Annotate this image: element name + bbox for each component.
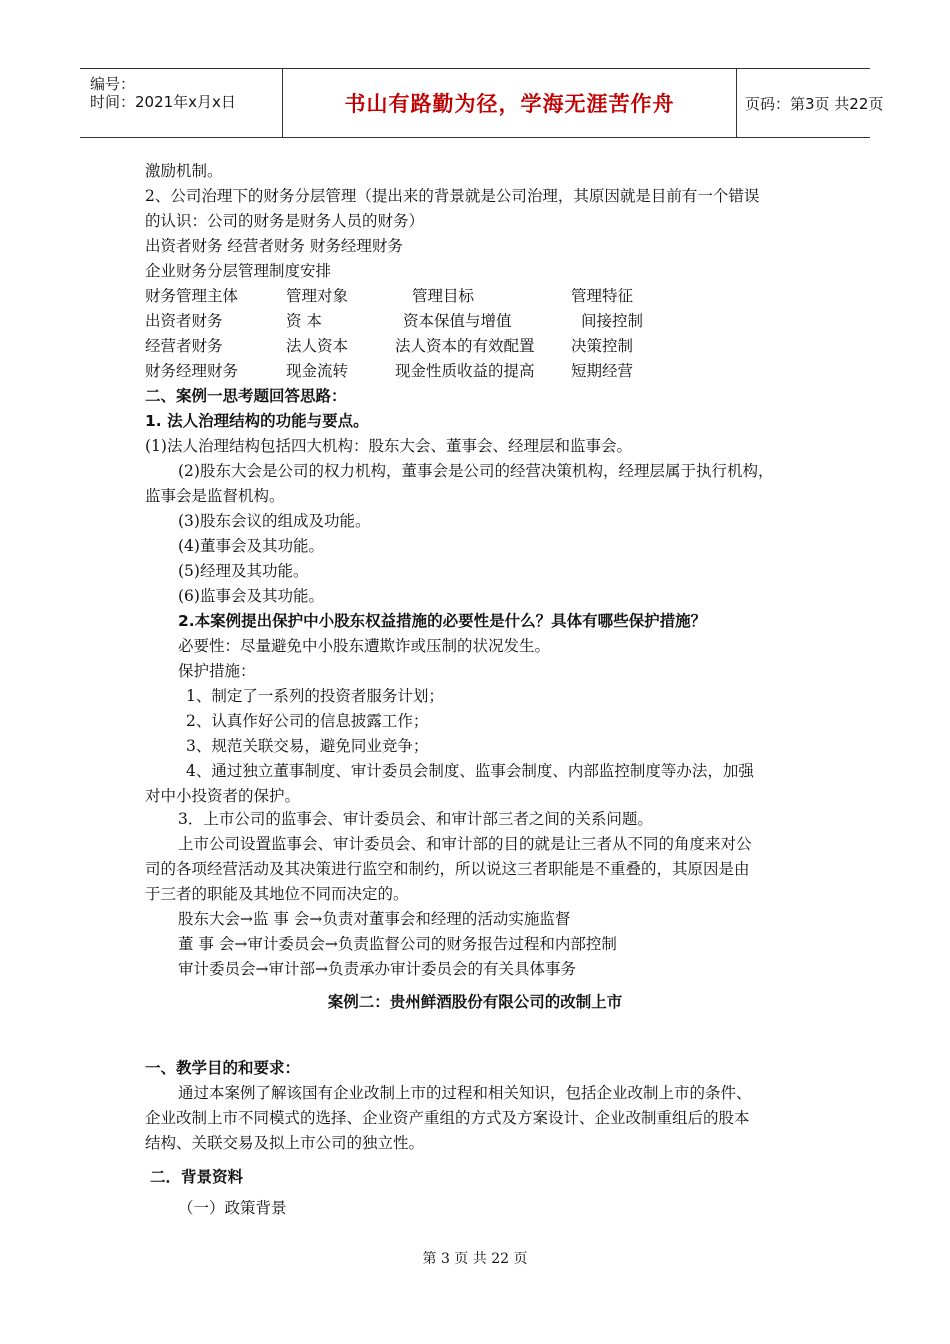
header-time-label: 时间：2021年x月x日 (90, 93, 236, 111)
text-line: 必要性：尽量避免中小股东遭欺诈或压制的状况发生。 (178, 637, 551, 655)
text-line: 结构、关联交易及拟上市公司的独立性。 (145, 1134, 425, 1152)
table-cell: 法人资本 (286, 337, 349, 355)
header-meta-cell (80, 69, 282, 137)
list-item: 3、规范关联交易，避免同业竞争； (186, 737, 429, 755)
table-cell: 财务经理财务 (145, 362, 239, 380)
question-heading: 2.本案例提出保护中小股东权益措施的必要性是什么？具体有哪些保护措施？ (178, 612, 707, 630)
text-line: 上市公司设置监事会、审计委员会、和审计部的目的就是让三者从不同的角度来对公 (178, 835, 752, 853)
text-line: 司的各项经营活动及其决策进行监空和制约，所以说这三者职能是不重叠的，其原因是由 (145, 860, 750, 878)
question-heading: 1. 法人治理结构的功能与要点。 (145, 412, 369, 430)
table-header-cell: 管理目标 (412, 287, 475, 305)
text-line: 保护措施： (178, 662, 256, 680)
table-cell: 法人资本的有效配置 (395, 337, 535, 355)
text-line: (4)董事会及其功能。 (178, 537, 324, 555)
header-number-label: 编号： (90, 75, 136, 93)
table-cell: 现金性质收益的提高 (395, 362, 535, 380)
list-item: 1、制定了一系列的投资者服务计划； (186, 687, 444, 705)
table-header-cell: 财务管理主体 (145, 287, 239, 305)
text-line: 企业财务分层管理制度安排 (145, 262, 332, 280)
text-line: 监事会是监督机构。 (145, 487, 285, 505)
page-footer: 第 3 页 共 22 页 (422, 1251, 528, 1267)
header-motto: 书山有路勤为径，学海无涯苦作舟 (344, 92, 675, 116)
text-line: (3)股东会议的组成及功能。 (178, 512, 371, 530)
relation-line: 股东大会→监 事 会→负责对董事会和经理的活动实施监督 (178, 910, 571, 928)
relation-line: 审计委员会→审计部→负责承办审计委员会的有关具体事务 (178, 960, 576, 978)
table-cell: 出资者财务 (145, 312, 223, 330)
table-cell: 经营者财务 (145, 337, 223, 355)
text-line: (1)法人治理结构包括四大机构：股东大会、董事会、经理层和监事会。 (145, 437, 632, 455)
text-line: 企业改制上市不同模式的选择、企业资产重组的方式及方案设计、企业改制重组后的股本 (145, 1109, 750, 1127)
table-cell: 间接控制 (581, 312, 644, 330)
text-line: 2、公司治理下的财务分层管理（提出来的背景就是公司治理，其原因就是目前有一个错误 (145, 187, 760, 205)
text-line: 对中小投资者的保护。 (145, 787, 301, 805)
table-header-cell: 管理对象 (286, 287, 349, 305)
table-cell: 资 本 (286, 312, 322, 330)
section-heading: 二．背景资料 (150, 1168, 244, 1186)
relation-line: 董 事 会→审计委员会→负责监督公司的财务报告过程和内部控制 (178, 935, 617, 953)
list-item: 2、认真作好公司的信息披露工作； (186, 712, 429, 730)
text-line: 激励机制。 (145, 162, 223, 180)
table-header-cell: 管理特征 (571, 287, 634, 305)
list-item: 4、通过独立董事制度、审计委员会制度、监事会制度、内部监控制度等办法，加强 (186, 762, 754, 780)
section-heading: 一、教学目的和要求： (145, 1059, 301, 1077)
header-motto-cell (282, 69, 737, 137)
text-line: (6)监事会及其功能。 (178, 587, 324, 605)
case-title: 案例二：贵州鲜酒股份有限公司的改制上市 (327, 993, 623, 1011)
text-line: 3．上市公司的监事会、审计委员会、和审计部三者之间的关系问题。 (178, 810, 653, 828)
text-line: (5)经理及其功能。 (178, 562, 309, 580)
page-header (80, 68, 884, 138)
text-line: 通过本案例了解该国有企业改制上市的过程和相关知识，包括企业改制上市的条件、 (178, 1084, 752, 1102)
text-line: 出资者财务 经营者财务 财务经理财务 (145, 237, 403, 255)
text-line: (2)股东大会是公司的权力机构，董事会是公司的经营决策机构，经理层属于执行机构， (178, 462, 774, 480)
table-cell: 资本保值与增值 (403, 312, 512, 330)
text-line: 的认识：公司的财务是财务人员的财务） (145, 212, 425, 230)
text-line: 于三者的职能及其地位不同而决定的。 (145, 885, 409, 903)
table-cell: 决策控制 (571, 337, 634, 355)
table-cell: 短期经营 (571, 362, 634, 380)
table-cell: 现金流转 (286, 362, 349, 380)
header-page-info: 页码：第3页 共22页 (745, 94, 884, 113)
section-heading: 二、案例一思考题回答思路： (145, 387, 347, 405)
header-page-cell (737, 69, 884, 137)
subsection-heading: （一）政策背景 (178, 1199, 287, 1217)
